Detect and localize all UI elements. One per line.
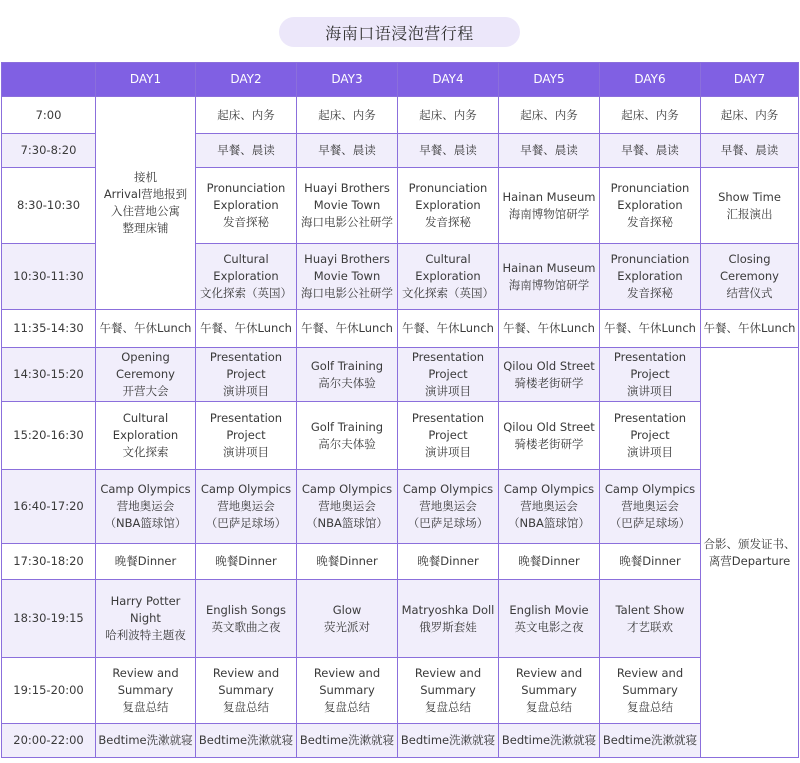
- activity-line: 复盘总结: [526, 700, 572, 714]
- time-cell: 14:30-15:20: [2, 348, 96, 402]
- activity-line: Bedtime洗漱就寝: [602, 733, 698, 747]
- activity-line: 营地奥运会: [419, 499, 477, 513]
- activity-line: Pronunciation: [610, 181, 690, 195]
- activity-line: Cultural: [122, 411, 169, 425]
- activity-cell: [297, 724, 398, 758]
- schedule-table: [1, 62, 799, 758]
- activity-cell: [600, 658, 701, 724]
- activity-line: 文化探索（英国）: [402, 286, 494, 300]
- activity-line: Exploration: [415, 198, 481, 212]
- activity-cell: [297, 544, 398, 580]
- arrival-line: 整理床铺: [122, 221, 169, 235]
- activity-line: Project: [630, 367, 670, 381]
- activity-line: 晚餐Dinner: [316, 554, 378, 568]
- activity-line: Bedtime洗漱就寝: [501, 733, 597, 747]
- activity-line: 晚餐Dinner: [114, 554, 177, 568]
- lunch-cell: [96, 310, 196, 348]
- activity-line: Movie Town: [313, 198, 381, 212]
- activity-line: Huayi Brothers: [304, 252, 390, 266]
- activity-line: （NBA篮球馆）: [306, 516, 388, 530]
- activity-line: 营地奥运会: [318, 499, 376, 513]
- activity-cell: [96, 544, 196, 580]
- activity-cell: [499, 658, 600, 724]
- activity-cell: [398, 168, 499, 244]
- activity-line: 晚餐Dinner: [518, 554, 580, 568]
- activity-line: Presentation: [209, 350, 283, 364]
- activity-line: 午餐、午休Lunch: [99, 321, 192, 335]
- arrival-line: Arrival营地报到: [103, 187, 188, 201]
- activity-line: Night: [130, 611, 161, 625]
- activity-line: 海南博物馆研学: [508, 277, 590, 292]
- activity-line: Exploration: [112, 428, 179, 442]
- activity-cell: [701, 134, 799, 168]
- time-cell: 15:20-16:30: [2, 402, 96, 470]
- activity-line: English Songs: [205, 602, 287, 617]
- activity-line: Review and: [414, 666, 482, 680]
- activity-line: 复盘总结: [324, 700, 370, 714]
- activity-line: Ceremony: [720, 269, 779, 283]
- activity-cell: [398, 724, 499, 758]
- table-row: [2, 658, 799, 724]
- activity-cell: [196, 348, 297, 402]
- activity-cell: [600, 580, 701, 658]
- activity-cell: [499, 168, 600, 244]
- activity-line: （NBA篮球馆）: [104, 516, 187, 530]
- activity-line: 复盘总结: [425, 700, 471, 714]
- activity-cell: [499, 97, 600, 134]
- activity-line: Glow: [332, 602, 362, 617]
- activity-cell: [196, 544, 297, 580]
- activity-line: 发音探秘: [627, 215, 673, 229]
- activity-line: Cultural: [425, 252, 471, 266]
- activity-line: 早餐、晨读: [720, 143, 779, 157]
- header-day1: DAY1: [96, 63, 196, 97]
- activity-line: Camp Olympics: [301, 482, 393, 496]
- activity-line: 午餐、午休Lunch: [503, 321, 595, 335]
- table-body: [2, 97, 799, 758]
- activity-line: Project: [428, 428, 468, 442]
- activity-line: Bedtime洗漱就寝: [98, 733, 193, 747]
- activity-line: Summary: [319, 683, 375, 697]
- arrival-line: 接机: [134, 170, 157, 184]
- activity-cell: [196, 658, 297, 724]
- time-cell: 17:30-18:20: [2, 544, 96, 580]
- activity-cell: [196, 470, 297, 544]
- activity-line: 结营仪式: [726, 286, 773, 300]
- activity-line: Bedtime洗漱就寝: [198, 733, 294, 747]
- activity-line: Project: [226, 367, 266, 381]
- activity-line: 演讲项目: [425, 384, 471, 398]
- activity-cell: [398, 244, 499, 310]
- activity-cell: [499, 544, 600, 580]
- activity-line: Exploration: [213, 198, 279, 212]
- activity-line: 营地奥运会: [621, 499, 679, 513]
- lunch-cell: [499, 310, 600, 348]
- activity-cell: [499, 402, 600, 470]
- header-day5: DAY5: [499, 63, 600, 97]
- activity-cell: [96, 348, 196, 402]
- day7-departure-block: [701, 348, 799, 758]
- activity-line: Huayi Brothers: [304, 181, 390, 195]
- activity-line: 发音探秘: [223, 215, 269, 229]
- activity-line: 早餐、晨读: [318, 143, 376, 157]
- time-cell: 20:00-22:00: [2, 724, 96, 758]
- activity-line: Review and: [616, 666, 684, 680]
- activity-cell: [297, 658, 398, 724]
- activity-line: Harry Potter: [110, 594, 181, 608]
- activity-line: Presentation: [613, 350, 687, 364]
- lunch-cell: [196, 310, 297, 348]
- table-header: [2, 63, 799, 97]
- header-day4: DAY4: [398, 63, 499, 97]
- activity-line: Qilou Old Street: [503, 358, 595, 373]
- activity-line: Project: [226, 428, 266, 442]
- activity-line: Summary: [622, 683, 678, 697]
- activity-line: Pronunciation: [206, 181, 286, 195]
- activity-cell: [297, 348, 398, 402]
- activity-line: 起床、内务: [419, 107, 477, 122]
- table-row: [2, 724, 799, 758]
- activity-cell: [96, 658, 196, 724]
- activity-cell: [600, 348, 701, 402]
- lunch-cell: [398, 310, 499, 348]
- activity-cell: [196, 402, 297, 470]
- activity-line: 文化探索（英国）: [200, 286, 292, 300]
- activity-line: Qilou Old Street: [503, 419, 595, 434]
- table-row: [2, 580, 799, 658]
- activity-cell: [499, 244, 600, 310]
- activity-cell: [701, 244, 799, 310]
- activity-cell: [96, 470, 196, 544]
- activity-line: English Movie: [509, 602, 589, 617]
- activity-line: 发音探秘: [425, 215, 471, 229]
- activity-cell: [196, 244, 297, 310]
- activity-cell: [398, 658, 499, 724]
- activity-line: 晚餐Dinner: [619, 554, 681, 568]
- activity-cell: [297, 97, 398, 134]
- activity-line: Ceremony: [116, 367, 175, 381]
- activity-cell: [701, 97, 799, 134]
- activity-line: 早餐、晨读: [217, 143, 275, 157]
- activity-line: Exploration: [617, 198, 683, 212]
- activity-cell: [196, 97, 297, 134]
- activity-cell: [600, 470, 701, 544]
- activity-line: 海南博物馆研学: [508, 206, 590, 221]
- activity-cell: [196, 134, 297, 168]
- activity-line: 才艺联欢: [627, 619, 673, 634]
- activity-cell: [398, 348, 499, 402]
- activity-line: 荧光派对: [324, 619, 370, 634]
- activity-line: Project: [428, 367, 468, 381]
- activity-line: 复盘总结: [122, 700, 169, 714]
- activity-line: Summary: [420, 683, 476, 697]
- page-title: 海南口语浸泡营行程: [279, 17, 520, 47]
- table-row: [2, 310, 799, 348]
- activity-cell: [398, 544, 499, 580]
- activity-cell: [398, 97, 499, 134]
- activity-cell: [499, 470, 600, 544]
- activity-line: Golf Training: [310, 358, 384, 373]
- time-cell: 16:40-17:20: [2, 470, 96, 544]
- time-cell: 18:30-19:15: [2, 580, 96, 658]
- activity-line: Show Time: [718, 189, 781, 204]
- activity-line: 发音探秘: [627, 286, 673, 300]
- activity-line: 起床、内务: [217, 107, 275, 122]
- activity-line: 演讲项目: [223, 384, 269, 398]
- activity-line: 海口电影公社研学: [301, 215, 393, 229]
- title-bar: [0, 0, 800, 62]
- activity-cell: [398, 402, 499, 470]
- activity-line: Closing: [728, 252, 771, 266]
- activity-line: 营地奥运会: [520, 499, 578, 513]
- activity-line: Presentation: [411, 350, 485, 364]
- activity-line: （巴萨足球场）: [407, 516, 489, 530]
- activity-line: 起床、内务: [318, 107, 376, 122]
- table-row: [2, 348, 799, 402]
- activity-line: 早餐、晨读: [621, 143, 679, 157]
- activity-line: 汇报演出: [726, 206, 773, 221]
- activity-line: Exploration: [213, 269, 279, 283]
- activity-cell: [196, 168, 297, 244]
- lunch-cell: [600, 310, 701, 348]
- activity-cell: [701, 168, 799, 244]
- activity-line: Talent Show: [615, 602, 685, 617]
- activity-line: Camp Olympics: [100, 482, 191, 496]
- activity-cell: [196, 580, 297, 658]
- activity-line: Review and: [313, 666, 381, 680]
- activity-line: Presentation: [613, 411, 687, 425]
- activity-cell: [600, 97, 701, 134]
- activity-line: （NBA篮球馆）: [508, 516, 590, 530]
- activity-cell: [600, 168, 701, 244]
- activity-line: 英文电影之夜: [514, 619, 584, 634]
- activity-line: 复盘总结: [223, 700, 269, 714]
- activity-line: （巴萨足球场）: [205, 516, 287, 530]
- activity-line: 骑楼老街研学: [514, 436, 584, 451]
- activity-line: 开营大会: [122, 384, 169, 398]
- activity-cell: [499, 580, 600, 658]
- activity-cell: [499, 724, 600, 758]
- activity-line: 起床、内务: [720, 107, 779, 122]
- activity-cell: [600, 244, 701, 310]
- activity-line: Exploration: [415, 269, 481, 283]
- time-cell: 10:30-11:30: [2, 244, 96, 310]
- activity-cell: [398, 470, 499, 544]
- activity-line: 早餐、晨读: [419, 143, 477, 157]
- activity-line: Camp Olympics: [200, 482, 292, 496]
- activity-cell: [297, 134, 398, 168]
- activity-line: 起床、内务: [520, 107, 578, 122]
- activity-cell: [297, 168, 398, 244]
- activity-line: 营地奥运会: [116, 499, 175, 513]
- activity-line: Project: [630, 428, 670, 442]
- activity-line: Hainan Museum: [502, 260, 596, 275]
- activity-line: Bedtime洗漱就寝: [400, 733, 496, 747]
- activity-line: 哈利波特主题夜: [105, 628, 186, 642]
- activity-line: Camp Olympics: [402, 482, 494, 496]
- header-time: [2, 63, 96, 97]
- activity-line: Matryoshka Doll: [401, 602, 495, 617]
- activity-line: 高尔夫体验: [318, 436, 376, 451]
- table-row: [2, 544, 799, 580]
- activity-cell: [96, 724, 196, 758]
- activity-cell: [600, 724, 701, 758]
- activity-line: 营地奥运会: [217, 499, 275, 513]
- activity-line: 演讲项目: [425, 445, 471, 459]
- activity-line: 演讲项目: [223, 445, 269, 459]
- time-cell: 8:30-10:30: [2, 168, 96, 244]
- time-cell: 11:35-14:30: [2, 310, 96, 348]
- activity-line: 晚餐Dinner: [417, 554, 479, 568]
- activity-cell: [600, 544, 701, 580]
- activity-line: 骑楼老街研学: [514, 375, 584, 390]
- activity-cell: [297, 470, 398, 544]
- activity-line: Review and: [112, 666, 179, 680]
- activity-cell: [297, 580, 398, 658]
- activity-cell: [398, 580, 499, 658]
- activity-line: Summary: [117, 683, 174, 697]
- time-cell: 19:15-20:00: [2, 658, 96, 724]
- activity-line: Review and: [212, 666, 280, 680]
- activity-cell: [600, 402, 701, 470]
- activity-line: Presentation: [411, 411, 485, 425]
- activity-line: 复盘总结: [627, 700, 673, 714]
- activity-line: Camp Olympics: [604, 482, 696, 496]
- activity-line: Pronunciation: [610, 252, 690, 266]
- table-row: [2, 470, 799, 544]
- activity-line: 早餐、晨读: [520, 143, 578, 157]
- departure-line: 合影、颁发证书、: [703, 536, 796, 551]
- table-row: [2, 402, 799, 470]
- activity-line: 海口电影公社研学: [301, 286, 393, 300]
- activity-cell: [297, 244, 398, 310]
- header-day6: DAY6: [600, 63, 701, 97]
- activity-line: 午餐、午休Lunch: [301, 321, 393, 335]
- activity-line: Exploration: [617, 269, 683, 283]
- activity-line: Summary: [218, 683, 274, 697]
- activity-line: Hainan Museum: [502, 189, 596, 204]
- activity-line: Presentation: [209, 411, 283, 425]
- activity-line: 起床、内务: [621, 107, 679, 122]
- header-day7: DAY7: [701, 63, 799, 97]
- time-cell: 7:30-8:20: [2, 134, 96, 168]
- header-day2: DAY2: [196, 63, 297, 97]
- activity-line: Opening: [121, 350, 170, 364]
- lunch-cell: [297, 310, 398, 348]
- activity-cell: [196, 724, 297, 758]
- activity-line: 午餐、午休Lunch: [703, 321, 796, 335]
- activity-cell: [600, 134, 701, 168]
- activity-line: Summary: [521, 683, 577, 697]
- activity-cell: [398, 134, 499, 168]
- activity-line: 午餐、午休Lunch: [200, 321, 292, 335]
- activity-cell: [297, 402, 398, 470]
- activity-line: 演讲项目: [627, 445, 673, 459]
- departure-line: 离营Departure: [708, 553, 791, 568]
- activity-line: Cultural: [223, 252, 269, 266]
- activity-line: Pronunciation: [408, 181, 488, 195]
- activity-line: Golf Training: [310, 419, 384, 434]
- activity-cell: [96, 402, 196, 470]
- table-row: [2, 97, 799, 134]
- activity-line: 晚餐Dinner: [215, 554, 277, 568]
- activity-line: 文化探索: [122, 445, 169, 459]
- activity-line: Review and: [515, 666, 583, 680]
- activity-line: 英文歌曲之夜: [211, 619, 281, 634]
- arrival-line: 入住营地公寓: [111, 204, 180, 218]
- activity-line: 俄罗斯套娃: [419, 619, 477, 634]
- activity-line: 午餐、午休Lunch: [402, 321, 494, 335]
- header-day3: DAY3: [297, 63, 398, 97]
- activity-line: 演讲项目: [627, 384, 673, 398]
- activity-line: 午餐、午休Lunch: [604, 321, 696, 335]
- time-cell: 7:00: [2, 97, 96, 134]
- activity-line: （巴萨足球场）: [609, 516, 691, 530]
- day1-arrival-block: [96, 97, 196, 310]
- activity-line: 高尔夫体验: [318, 375, 376, 390]
- activity-cell: [499, 348, 600, 402]
- activity-line: Camp Olympics: [503, 482, 595, 496]
- activity-cell: [499, 134, 600, 168]
- lunch-cell: [701, 310, 799, 348]
- activity-line: Bedtime洗漱就寝: [299, 733, 395, 747]
- activity-cell: [96, 580, 196, 658]
- activity-line: Movie Town: [313, 269, 381, 283]
